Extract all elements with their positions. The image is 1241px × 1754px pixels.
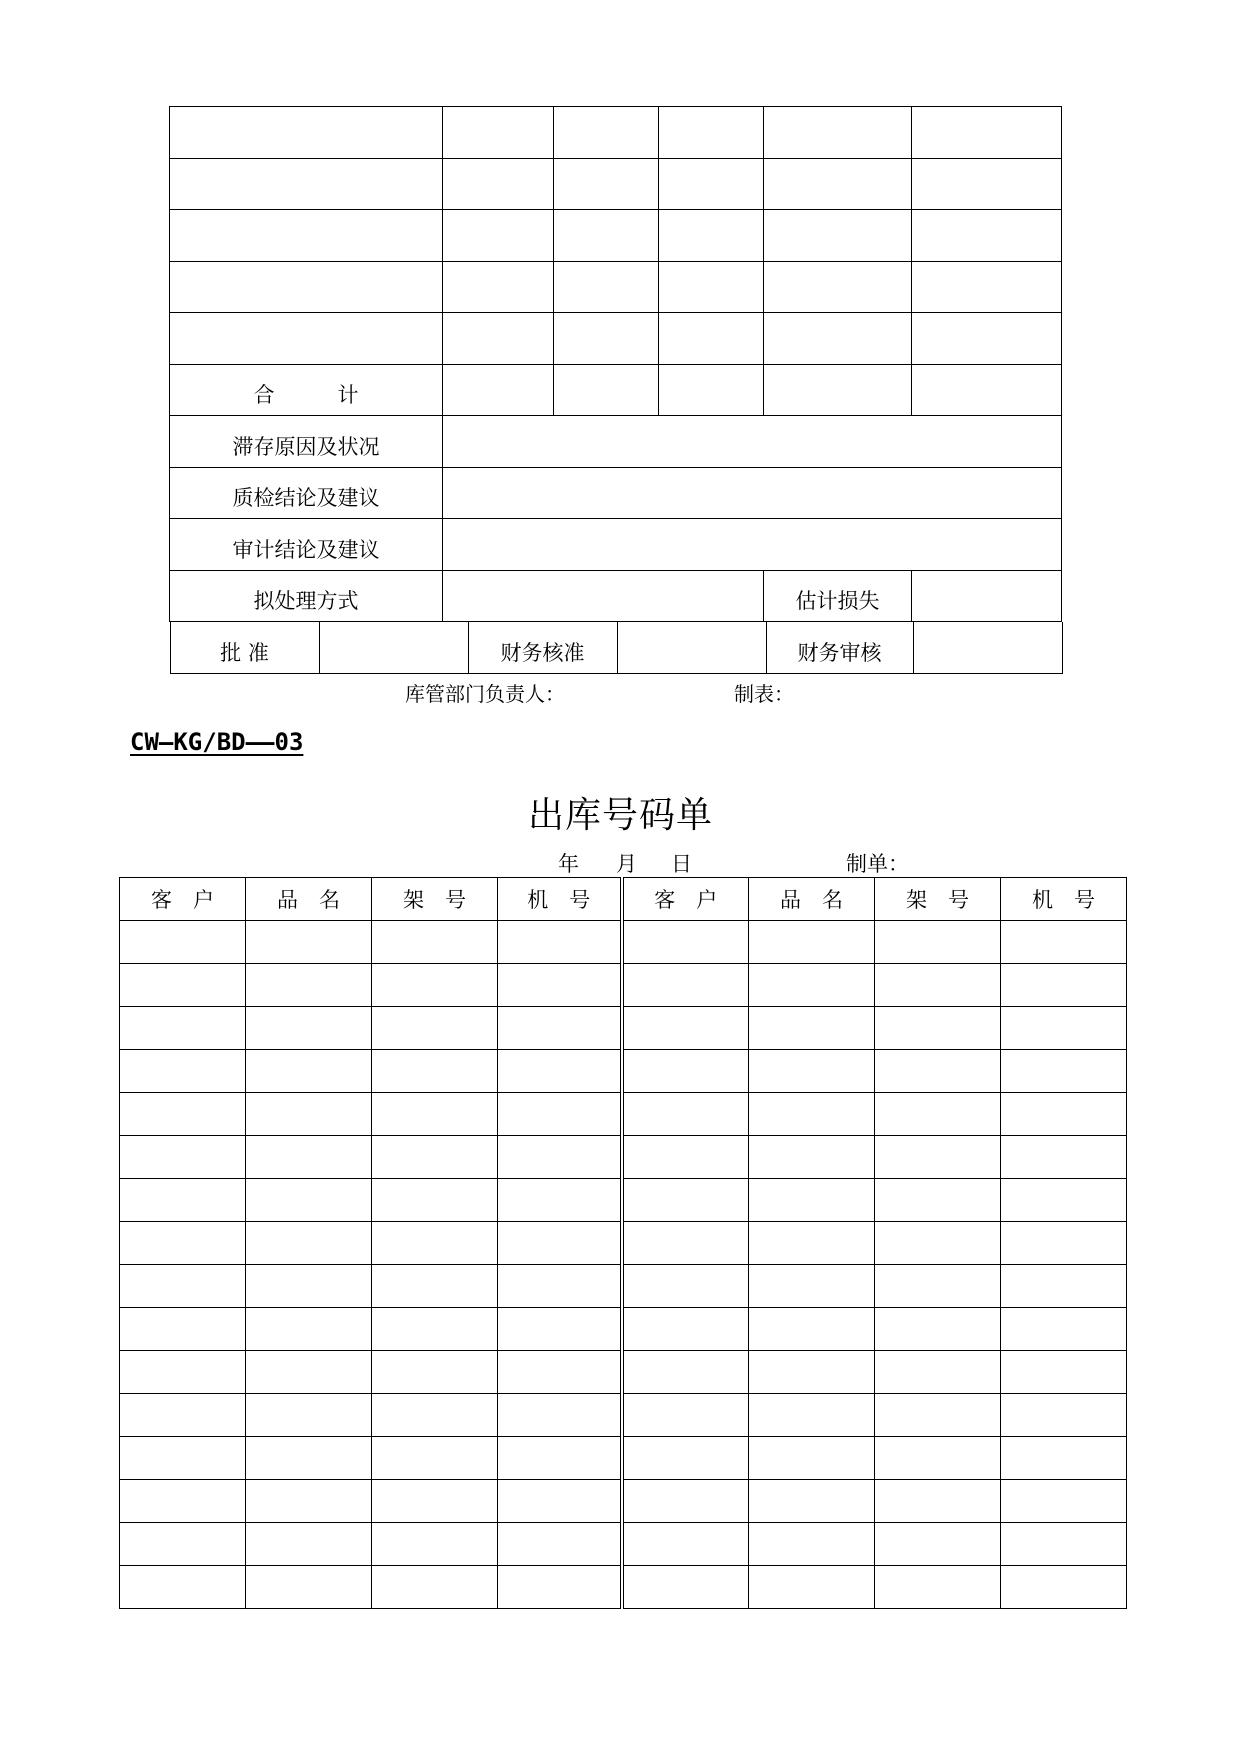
- page-title: 出库号码单: [527, 795, 713, 836]
- audit-row: [170, 519, 1062, 571]
- table-cell[interactable]: [875, 1050, 1001, 1093]
- table-cell[interactable]: [1001, 1351, 1127, 1394]
- table-cell[interactable]: [498, 1050, 622, 1093]
- header-row: [120, 878, 1127, 921]
- column-header-customer: 客 户: [622, 878, 749, 921]
- table-cell[interactable]: [875, 1566, 1001, 1609]
- table-cell[interactable]: [498, 921, 622, 964]
- table-cell[interactable]: [875, 1136, 1001, 1179]
- table-cell[interactable]: [1001, 1265, 1127, 1308]
- table-cell[interactable]: [246, 1308, 372, 1351]
- loss-label: 估计损失: [764, 570, 912, 622]
- table-cell[interactable]: [875, 964, 1001, 1007]
- table-cell[interactable]: [875, 1007, 1001, 1050]
- table-row: [120, 1394, 1127, 1437]
- table-cell[interactable]: [1001, 1007, 1127, 1050]
- table-cell[interactable]: [372, 1480, 498, 1523]
- table-cell[interactable]: [749, 1179, 875, 1222]
- table-cell[interactable]: [246, 1394, 372, 1437]
- disposal-label: 拟处理方式: [170, 570, 443, 622]
- table-cell[interactable]: [622, 1394, 749, 1437]
- table-cell[interactable]: [246, 1437, 372, 1480]
- table-cell[interactable]: [120, 1179, 246, 1222]
- table-cell[interactable]: [622, 1480, 749, 1523]
- table-cell[interactable]: [749, 1007, 875, 1050]
- table-cell[interactable]: [1001, 964, 1127, 1007]
- table-row: [120, 1093, 1127, 1136]
- table-cell[interactable]: [120, 1093, 246, 1136]
- table-cell[interactable]: [498, 1351, 622, 1394]
- table-cell[interactable]: [372, 1566, 498, 1609]
- table-cell[interactable]: [246, 1480, 372, 1523]
- qc-field[interactable]: [443, 467, 1062, 519]
- table-cell[interactable]: [875, 1308, 1001, 1351]
- table-cell[interactable]: [120, 1136, 246, 1179]
- table-cell[interactable]: [498, 1566, 622, 1609]
- table-row: [170, 261, 1062, 313]
- reason-row: [170, 416, 1062, 468]
- table-cell[interactable]: [749, 1480, 875, 1523]
- column-header-machine: 机 号: [498, 878, 622, 921]
- table-row: [170, 107, 1062, 159]
- table-cell[interactable]: [372, 1437, 498, 1480]
- table-cell[interactable]: [749, 1222, 875, 1265]
- column-header-customer: 客 户: [120, 878, 246, 921]
- column-header-product: 品 名: [246, 878, 372, 921]
- approve-field[interactable]: [319, 622, 468, 674]
- table-cell[interactable]: [749, 1308, 875, 1351]
- table-cell[interactable]: [875, 1179, 1001, 1222]
- qc-label: 质检结论及建议: [170, 467, 443, 519]
- table-cell[interactable]: [749, 921, 875, 964]
- loss-field[interactable]: [912, 570, 1062, 622]
- table-cell[interactable]: [372, 1265, 498, 1308]
- table-cell[interactable]: [875, 1222, 1001, 1265]
- table-cell[interactable]: [372, 1007, 498, 1050]
- table-cell[interactable]: [1001, 1394, 1127, 1437]
- form-code: CW—KG/BD——03: [130, 728, 304, 756]
- table-row: [170, 210, 1062, 262]
- finance-approve-field[interactable]: [617, 622, 766, 674]
- table-cell[interactable]: [498, 1523, 622, 1566]
- date-month-label: 月: [616, 852, 637, 876]
- table-cell[interactable]: [120, 1480, 246, 1523]
- maker-signature-label: 制表：: [734, 682, 794, 706]
- table-cell[interactable]: [1001, 1136, 1127, 1179]
- manager-signature-label: 库管部门负责人：: [405, 682, 565, 706]
- table-cell[interactable]: [1001, 921, 1127, 964]
- table-cell[interactable]: [749, 1437, 875, 1480]
- table-cell[interactable]: [498, 1179, 622, 1222]
- table-cell[interactable]: [1001, 1179, 1127, 1222]
- table-cell[interactable]: [246, 1222, 372, 1265]
- order-maker-label: 制单：: [846, 852, 909, 876]
- table-cell[interactable]: [1001, 1050, 1127, 1093]
- table-row: [170, 158, 1062, 210]
- audit-label: 审计结论及建议: [170, 519, 443, 571]
- qc-row: [170, 467, 1062, 519]
- table-cell[interactable]: [372, 1179, 498, 1222]
- table-cell[interactable]: [622, 1523, 749, 1566]
- table-cell[interactable]: [622, 1265, 749, 1308]
- table-cell[interactable]: [120, 1566, 246, 1609]
- disposal-field[interactable]: [443, 570, 764, 622]
- finance-approve-label: 财务核准: [468, 622, 617, 674]
- column-header-shelf: 架 号: [875, 878, 1001, 921]
- table-cell[interactable]: [1001, 1093, 1127, 1136]
- table-cell[interactable]: [372, 1222, 498, 1265]
- table-cell[interactable]: [622, 1351, 749, 1394]
- table-cell[interactable]: [875, 1394, 1001, 1437]
- date-year-label: 年: [558, 852, 579, 876]
- outbound-number-table: [119, 877, 1127, 1609]
- table-cell[interactable]: [498, 1308, 622, 1351]
- table-cell[interactable]: [875, 1523, 1001, 1566]
- table-cell[interactable]: [372, 964, 498, 1007]
- table-cell[interactable]: [246, 1179, 372, 1222]
- table-cell[interactable]: [622, 1437, 749, 1480]
- table-cell[interactable]: [372, 921, 498, 964]
- table-row: [170, 313, 1062, 365]
- table-row: [120, 1050, 1127, 1093]
- table-cell[interactable]: [749, 1050, 875, 1093]
- table-body: [120, 921, 1127, 1609]
- approve-label: 批 准: [170, 622, 319, 674]
- table-cell[interactable]: [875, 921, 1001, 964]
- table-cell[interactable]: [120, 1394, 246, 1437]
- table-cell[interactable]: [622, 1007, 749, 1050]
- table-cell[interactable]: [622, 1093, 749, 1136]
- table-row: [120, 1007, 1127, 1050]
- stock-report-table: [169, 106, 1062, 674]
- table-row: [120, 1136, 1127, 1179]
- table-cell[interactable]: [120, 964, 246, 1007]
- table-cell[interactable]: [749, 1136, 875, 1179]
- disposal-row: [170, 570, 1062, 622]
- table-row: [120, 1222, 1127, 1265]
- table-row: [120, 1308, 1127, 1351]
- total-label: 合 计: [170, 364, 443, 416]
- table-cell[interactable]: [875, 1351, 1001, 1394]
- table-cell[interactable]: [246, 1351, 372, 1394]
- table-cell[interactable]: [749, 1351, 875, 1394]
- column-header-product: 品 名: [749, 878, 875, 921]
- approval-row: [170, 622, 1062, 675]
- column-header-shelf: 架 号: [372, 878, 498, 921]
- table-cell[interactable]: [120, 1222, 246, 1265]
- date-day-label: 日: [671, 852, 692, 876]
- table-cell[interactable]: [875, 1093, 1001, 1136]
- table-cell[interactable]: [875, 1265, 1001, 1308]
- table-cell[interactable]: [1001, 1222, 1127, 1265]
- table-cell[interactable]: [498, 964, 622, 1007]
- table-cell[interactable]: [372, 1351, 498, 1394]
- table-cell[interactable]: [120, 1265, 246, 1308]
- table-cell[interactable]: [498, 1394, 622, 1437]
- table-cell[interactable]: [372, 1523, 498, 1566]
- table-cell[interactable]: [498, 1222, 622, 1265]
- table-cell[interactable]: [498, 1480, 622, 1523]
- table-cell[interactable]: [498, 1265, 622, 1308]
- table-cell[interactable]: [372, 1394, 498, 1437]
- table-row: [120, 1437, 1127, 1480]
- table-cell[interactable]: [246, 921, 372, 964]
- table-row: [120, 1265, 1127, 1308]
- table-row: [120, 1179, 1127, 1222]
- table-cell[interactable]: [246, 1523, 372, 1566]
- total-row: [170, 364, 1062, 416]
- table-row: [120, 1480, 1127, 1523]
- table-cell[interactable]: [622, 1566, 749, 1609]
- table-cell[interactable]: [622, 1136, 749, 1179]
- audit-field[interactable]: [443, 519, 1062, 571]
- reason-label: 滞存原因及状况: [170, 416, 443, 468]
- finance-review-label: 财务审核: [766, 622, 913, 674]
- table-row: [120, 964, 1127, 1007]
- table-cell[interactable]: [622, 1179, 749, 1222]
- table-row: [120, 1351, 1127, 1394]
- table-cell[interactable]: [498, 1437, 622, 1480]
- table-cell[interactable]: [372, 1136, 498, 1179]
- column-header-machine: 机 号: [1001, 878, 1127, 921]
- table-row: [120, 1566, 1127, 1609]
- table-cell[interactable]: [120, 1437, 246, 1480]
- table-cell[interactable]: [749, 964, 875, 1007]
- table-cell[interactable]: [120, 1050, 246, 1093]
- table-cell[interactable]: [246, 1136, 372, 1179]
- table-cell[interactable]: [1001, 1308, 1127, 1351]
- finance-review-field[interactable]: [913, 622, 1062, 674]
- table-cell[interactable]: [498, 1093, 622, 1136]
- table-cell[interactable]: [120, 1007, 246, 1050]
- table-cell[interactable]: [749, 1523, 875, 1566]
- table-cell[interactable]: [372, 1093, 498, 1136]
- table-row: [120, 1523, 1127, 1566]
- table-row: [120, 921, 1127, 964]
- table-cell[interactable]: [120, 1523, 246, 1566]
- approval-subtable: [170, 622, 1063, 674]
- table-cell[interactable]: [372, 1050, 498, 1093]
- table-cell[interactable]: [246, 1265, 372, 1308]
- table-cell[interactable]: [498, 1007, 622, 1050]
- table-cell[interactable]: [246, 1093, 372, 1136]
- reason-field[interactable]: [443, 416, 1062, 468]
- table-cell[interactable]: [622, 921, 749, 964]
- table-cell[interactable]: [1001, 1437, 1127, 1480]
- table-cell[interactable]: [246, 1566, 372, 1609]
- table-cell[interactable]: [120, 921, 246, 964]
- table-cell[interactable]: [1001, 1523, 1127, 1566]
- table-cell[interactable]: [120, 1308, 246, 1351]
- table-cell[interactable]: [749, 1265, 875, 1308]
- table-cell[interactable]: [622, 1222, 749, 1265]
- table-cell[interactable]: [622, 964, 749, 1007]
- table-cell[interactable]: [1001, 1566, 1127, 1609]
- table-cell[interactable]: [246, 1050, 372, 1093]
- table-cell[interactable]: [246, 964, 372, 1007]
- table-cell[interactable]: [749, 1093, 875, 1136]
- table-cell[interactable]: [749, 1566, 875, 1609]
- table-cell[interactable]: [246, 1007, 372, 1050]
- table-cell[interactable]: [498, 1136, 622, 1179]
- table-cell[interactable]: [622, 1050, 749, 1093]
- table-cell[interactable]: [749, 1394, 875, 1437]
- table-cell[interactable]: [875, 1437, 1001, 1480]
- table-cell[interactable]: [622, 1308, 749, 1351]
- table-cell[interactable]: [875, 1480, 1001, 1523]
- table-cell[interactable]: [120, 1351, 246, 1394]
- table-cell[interactable]: [1001, 1480, 1127, 1523]
- table-cell[interactable]: [372, 1308, 498, 1351]
